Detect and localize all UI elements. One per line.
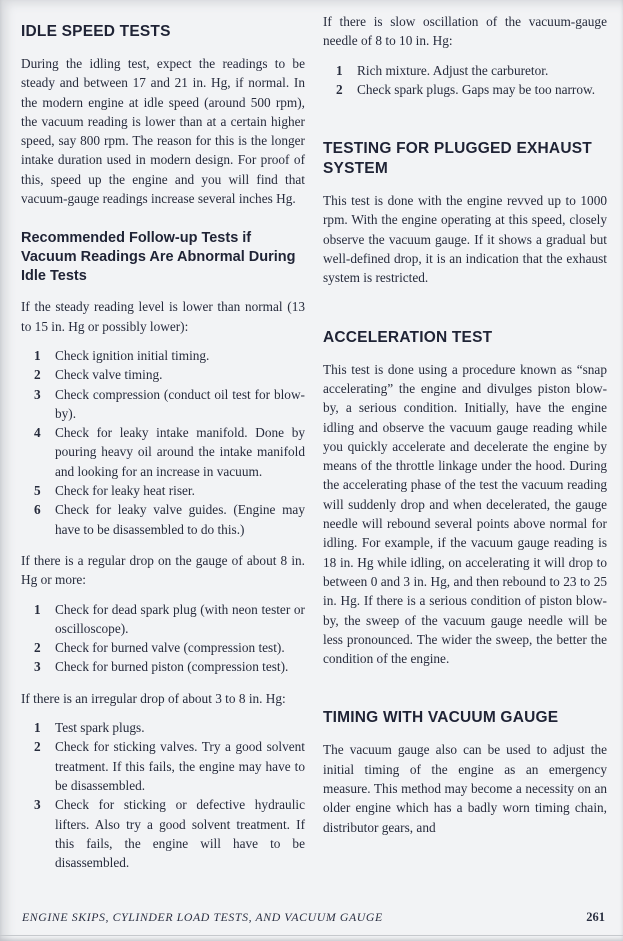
list-item xyxy=(21,737,305,795)
list-item-text: Check for leaky valve guides. (Engine may have to be disassembled to do this.) xyxy=(55,502,305,537)
list-item-number: 1 xyxy=(34,720,41,736)
list-item-text: Check valve timing. xyxy=(55,367,163,383)
list-item xyxy=(21,346,305,365)
list-item-number: 3 xyxy=(34,386,41,402)
list-item-text: Check for burned piston (compression test). xyxy=(55,659,289,675)
list-item-number: 2 xyxy=(34,640,41,656)
list-item xyxy=(21,365,305,384)
list-item xyxy=(21,385,305,424)
list-item xyxy=(21,600,305,639)
paragraph-idle-speed: During the idling test, expect the readings to be steady and between 17 and 21 in. Hg, if normal. In the modern engine at idle speed (around 500 rpm), the vacuum reading is lower than at a certain higher speed, say 800 rpm. The reason for this is the longer intake duration used in modern design. For proof of this, speed up the engine and you will find that vacuum-gauge readings increase several inches Hg. xyxy=(21,56,305,207)
list-item xyxy=(21,423,305,481)
left-column xyxy=(21,0,305,884)
page-bottom-edge xyxy=(0,935,623,936)
numbered-list-oscillation xyxy=(323,61,607,100)
list-item-text: Check for leaky heat riser. xyxy=(55,483,195,499)
list-item-text: Check spark plugs. Gaps may be too narrow. xyxy=(357,81,596,97)
list-item xyxy=(323,80,607,99)
heading-acceleration-test: ACCELERATION TEST xyxy=(323,328,493,346)
paragraph-slow-oscillation: If there is slow oscillation of the vacuum-gauge needle of 8 to 10 in. Hg: xyxy=(323,14,607,49)
list-item-number: 2 xyxy=(34,367,41,383)
list-item xyxy=(21,500,305,539)
list-item-number: 1 xyxy=(336,62,343,78)
list-item-text: Test spark plugs. xyxy=(55,720,145,736)
list-item xyxy=(21,718,305,737)
list-item xyxy=(21,638,305,657)
list-item-text: Check for leaky intake manifold. Done by pouring heavy oil around the intake manifold and looking for an increase in vacuum. xyxy=(55,425,305,479)
list-item-text: Check for dead spark plug (with neon tester or oscilloscope). xyxy=(55,601,305,636)
list-item xyxy=(21,795,305,872)
numbered-list-irregular-drop xyxy=(21,718,305,872)
list-item xyxy=(323,61,607,80)
list-item-number: 3 xyxy=(34,659,41,675)
list-item-text: Check for burned valve (compression test). xyxy=(55,640,285,656)
paragraph-acceleration-test: This test is done using a procedure known as “snap accelerating” the engine and divulges piston blow-by, a serious condition. Initially, have the engine idling and observe the vacuum gauge reading while you quickly accelerate and decelerate the engine by means of the throttle linkage under the hood. During the accelerating phase of the test the vacuum reading will suddenly drop and when decelerated, the gauge needle will rebound several points above normal for idling. For example, if the vacuum gauge reading is 18 in. Hg while idling, on accelerating it will drop to between 0 and 3 in. Hg, and then rebound to 23 to 25 in. Hg. If there is a serious condition of piston blow-by, the sweep of the vacuum gauge needle will be less pronounced. The wider the sweep, the better the condition of the engine. xyxy=(323,361,607,667)
heading-idle-speed-tests: IDLE SPEED TESTS xyxy=(21,23,171,40)
page-footer xyxy=(22,910,605,925)
list-item-number: 1 xyxy=(34,347,41,363)
list-item-text: Check compression (conduct oil test for blow-by). xyxy=(55,386,305,421)
heading-timing-vacuum-gauge: TIMING WITH VACUUM GAUGE xyxy=(323,709,559,727)
paragraph-timing-vacuum-gauge: The vacuum gauge also can be used to adjust the initial timing of the engine as an emergency measure. This method may become a necessity on an older engine which has a badly worn timing chain, distributor gears, and xyxy=(323,742,607,835)
footer-page-number: 261 xyxy=(586,910,605,924)
paragraph-plugged-exhaust: This test is done with the engine revved up to 1000 rpm. With the engine operating at this speed, closely observe the vacuum gauge. If it shows a gradual but well-defined drop, it is an indication that the exhaust system is restricted. xyxy=(323,193,607,286)
list-item-text: Check for sticking valves. Try a good solvent treatment. If this fails, the engine may have to be disassembled. xyxy=(55,739,305,793)
numbered-list-regular-drop xyxy=(21,600,305,677)
list-item-number: 1 xyxy=(34,601,41,617)
list-item-number: 2 xyxy=(34,739,41,755)
list-item-text: Check for sticking or defective hydraulic lifters. Also try a good solvent treatment. If this fails, the engine will have to be disassembled. xyxy=(55,797,305,871)
list-item-number: 4 xyxy=(34,425,41,441)
paragraph-regular-drop: If there is a regular drop on the gauge of about 8 in. Hg or more: xyxy=(21,552,305,588)
footer-chapter-title: ENGINE SKIPS, CYLINDER LOAD TESTS, AND VACUUM GAUGE xyxy=(22,910,383,924)
list-item xyxy=(21,657,305,676)
paragraph-steady-reading-low: If the steady reading level is lower than normal (13 to 15 in. Hg or possibly lower): xyxy=(21,299,305,334)
list-item-number: 2 xyxy=(336,81,343,97)
subheading-recommended-followup: Recommended Follow-up Tests if Vacuum Readings Are Abnormal During Idle Tests xyxy=(21,230,296,285)
numbered-list-low-reading xyxy=(21,346,305,539)
list-item-number: 5 xyxy=(34,483,41,499)
list-item-number: 6 xyxy=(34,502,41,518)
right-column xyxy=(323,0,607,884)
list-item-number: 3 xyxy=(34,797,41,813)
heading-plugged-exhaust: TESTING FOR PLUGGED EXHAUST SYSTEM xyxy=(323,140,592,178)
list-item xyxy=(21,481,305,500)
list-item-text: Rich mixture. Adjust the carburetor. xyxy=(357,62,549,78)
list-item-text: Check ignition initial timing. xyxy=(55,347,210,363)
paragraph-irregular-drop: If there is an irregular drop of about 3 to 8 in. Hg: xyxy=(21,690,286,706)
